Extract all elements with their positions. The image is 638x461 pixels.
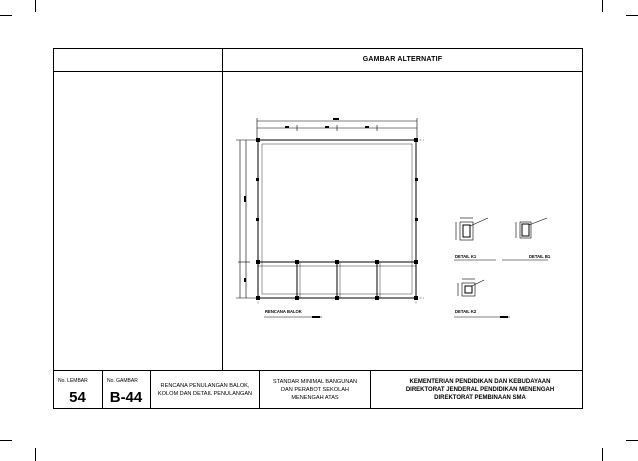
drawing-title: RENCANA PENULANGAN BALOK, KOLOM DAN DETAIL PENULANGAN — [157, 383, 253, 397]
plan-label: RENCANA BALOK — [265, 309, 302, 314]
detail-b1-label: DETAIL B1 — [529, 254, 551, 259]
page-title: GAMBAR ALTERNATIF — [362, 56, 443, 63]
drawing-no-label: No. GAMBAR — [107, 378, 138, 384]
detail-k1-label: DETAIL K1 — [455, 254, 477, 259]
detail-k2-label: DETAIL K2 — [455, 309, 477, 314]
standard-text: STANDAR MINIMAL BANGUNAN DAN PERABOT SEKOLAH MENENGAH ATAS — [272, 379, 358, 401]
sheet-no-label: No. LEMBAR — [58, 378, 88, 384]
agency-text: KEMENTERIAN PENDIDIKAN DAN KEBUDAYAAN DIREKTORAT JENDERAL PENDIDIKAN MENENGAH DIREKTORAT PEMBINAAN SMA — [405, 379, 555, 401]
drawing-no: B-44 — [109, 389, 143, 406]
sheet-no: 54 — [69, 389, 86, 406]
